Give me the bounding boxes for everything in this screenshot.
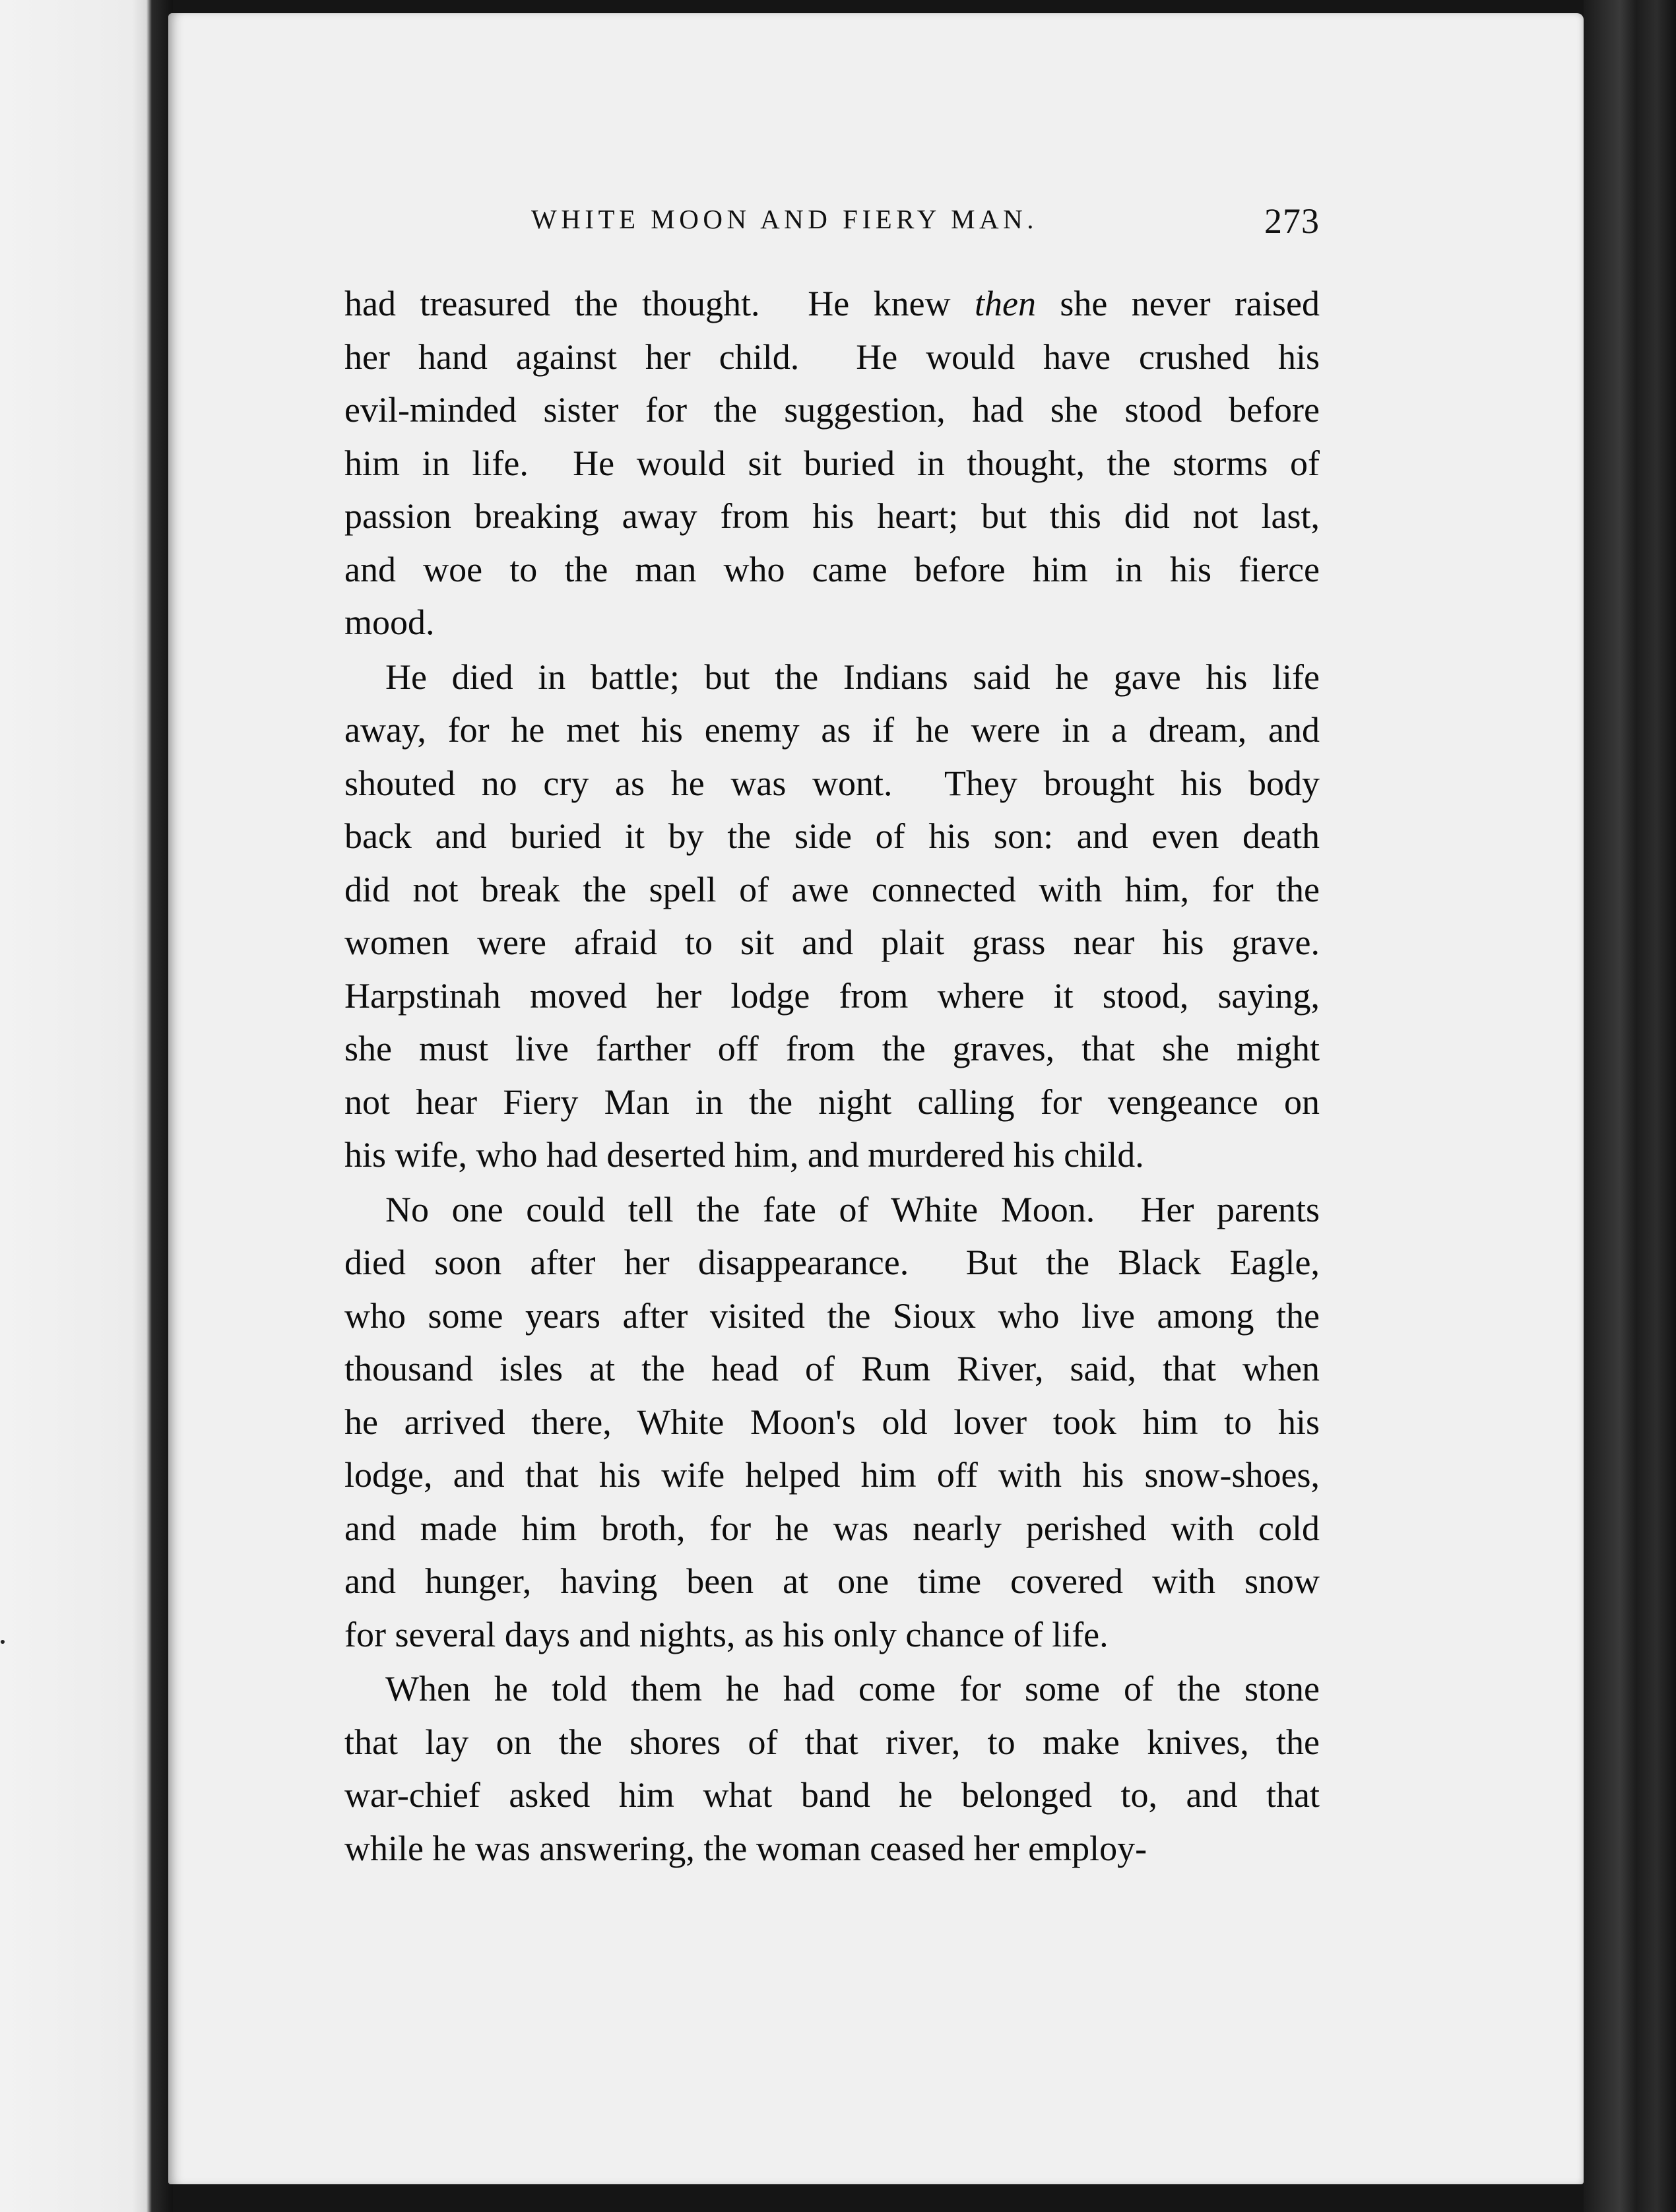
text-line: did not break the spell of awe connected with him, for the [344, 869, 1320, 909]
text-line: women were afraid to sit and plait grass near his grave. [344, 923, 1320, 962]
text-line: died soon after her disappearance. But the Black Eagle, [344, 1243, 1320, 1282]
page-body-text [344, 277, 1320, 1875]
text-line: and hunger, having been at one time covered with snow [344, 1561, 1320, 1601]
text-line: that lay on the shores of that river, to make knives, the [344, 1722, 1320, 1762]
text-line: and made him broth, for he was nearly perished with cold [344, 1508, 1320, 1548]
text-line: away, for he met his enemy as if he were in a dream, and [344, 710, 1320, 750]
text-line: evil-minded sister for the suggestion, had she stood before [344, 390, 1320, 430]
text-line: war-chief asked him what band he belonged to, and that [344, 1775, 1320, 1815]
text-line: mood. [344, 602, 435, 642]
book-spine-edge [1584, 0, 1676, 2212]
facing-page-edge [0, 0, 173, 2212]
text-line: Harpstinah moved her lodge from where it stood, saying, [344, 975, 1320, 1016]
text-line: shouted no cry as he was wont. They brought his body [344, 763, 1320, 803]
text-line: her hand against her child. He would have crushed his [344, 337, 1320, 377]
text-line: No one could tell the fate of White Moon. Her parents [385, 1189, 1320, 1229]
text-line: he arrived there, White Moon's old lover took him to his [344, 1402, 1320, 1442]
text-line: not hear Fiery Man in the night calling for vengeance on [344, 1082, 1320, 1122]
text-line: while he was answering, the woman ceased her employ- [344, 1828, 1147, 1868]
text-line: back and buried it by the side of his son: and even death [344, 816, 1320, 856]
text-line: thousand isles at the head of Rum River, said, that when [344, 1349, 1320, 1388]
text-line: When he told them he had come for some of the stone [385, 1669, 1320, 1708]
margin-speck [1, 1640, 5, 1644]
text-line: He died in battle; but the Indians said he gave his life [385, 657, 1320, 697]
text-line: who some years after visited the Sioux who live among the [344, 1295, 1320, 1336]
text-line: and woe to the man who came before him in his fierce [344, 549, 1320, 589]
page-header [531, 203, 1320, 243]
text-line: his wife, who had deserted him, and murdered his child. [344, 1135, 1144, 1175]
text-line: she must live farther off from the graves, that she might [344, 1029, 1320, 1068]
text-line: had treasured the thought. He knew then she never raised [344, 284, 1320, 323]
text-line: him in life. He would sit buried in thought, the storms of [344, 443, 1320, 483]
text-line: for several days and nights, as his only chance of life. [344, 1614, 1109, 1654]
page-number: 273 [1264, 201, 1320, 241]
text-line: lodge, and that his wife helped him off with his snow-shoes, [344, 1455, 1320, 1495]
running-head: WHITE MOON AND FIERY MAN. [531, 204, 1038, 234]
text-line: passion breaking away from his heart; but this did not last, [344, 496, 1320, 536]
italic-word: then [975, 284, 1036, 323]
